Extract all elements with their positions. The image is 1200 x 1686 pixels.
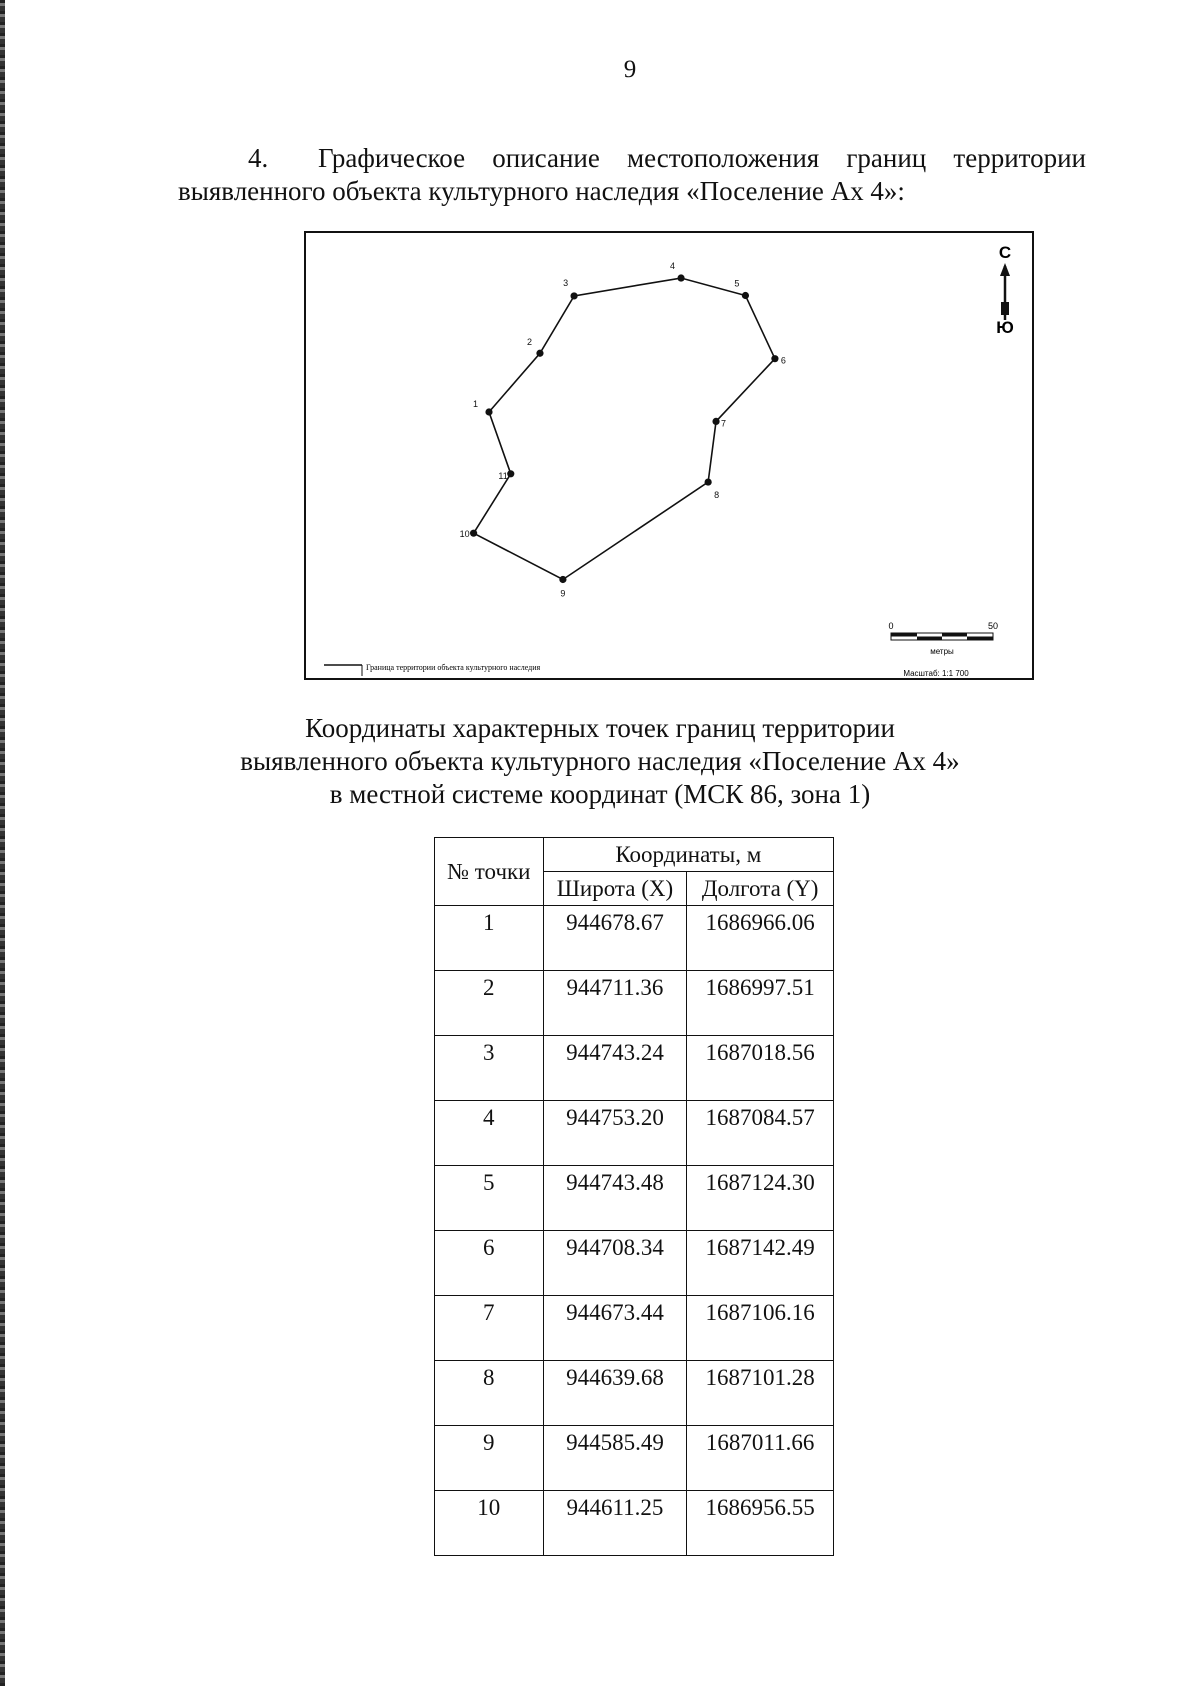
cell-x: 944711.36	[543, 971, 687, 1036]
boundary-point-marker	[507, 470, 514, 477]
cell-x: 944639.68	[543, 1361, 687, 1426]
boundary-point-label: 2	[526, 337, 532, 348]
north-label: С	[998, 243, 1012, 262]
boundary-point-label: 5	[734, 278, 740, 289]
cell-x: 944585.49	[543, 1426, 687, 1491]
scale-bar-segment	[942, 633, 967, 637]
cell-y: 1687106.16	[687, 1296, 834, 1361]
cell-x: 944611.25	[543, 1491, 687, 1556]
boundary-points-layer	[460, 261, 786, 598]
section-title: Графическое описание местоположения границ территории выявленного объекта культурного наследия «Поселение Ах 4»:	[178, 143, 1086, 206]
cell-x: 944708.34	[543, 1231, 687, 1296]
coordinates-table	[434, 837, 834, 1556]
north-arrow-tail	[1001, 302, 1009, 315]
cell-y: 1687018.56	[687, 1036, 834, 1101]
scale-ratio-label: Масштаб: 1:1 700	[903, 669, 969, 678]
table-caption	[0, 712, 1200, 811]
caption-line-1: Координаты характерных точек границ территории	[305, 713, 895, 743]
boundary-point-label: 7	[721, 418, 727, 429]
header-longitude-y: Долгота (Y)	[687, 872, 834, 906]
section-number: 4.	[248, 143, 269, 173]
scale-min-label: 0	[888, 621, 894, 631]
cell-y: 1686956.55	[687, 1491, 834, 1556]
cell-point: 2	[435, 971, 544, 1036]
boundary-point-marker	[470, 530, 477, 537]
cell-point: 7	[435, 1296, 544, 1361]
header-point-number: № точки	[435, 838, 544, 906]
cell-point: 1	[435, 906, 544, 971]
cell-y: 1687142.49	[687, 1231, 834, 1296]
cell-x: 944678.67	[543, 906, 687, 971]
boundary-point-marker	[559, 576, 566, 583]
boundary-line	[474, 278, 775, 579]
boundary-point-marker	[705, 478, 712, 485]
boundary-point-marker	[712, 418, 719, 425]
boundary-point-label: 9	[560, 588, 566, 599]
table-row	[435, 1361, 834, 1426]
scale-max-label: 50	[987, 621, 999, 631]
table-row	[435, 971, 834, 1036]
table-row	[435, 1491, 834, 1556]
boundary-point-marker	[677, 274, 684, 281]
boundary-point-marker	[570, 292, 577, 299]
table-row	[435, 1231, 834, 1296]
cell-point: 6	[435, 1231, 544, 1296]
section-heading	[178, 142, 1086, 208]
caption-line-2: выявленного объекта культурного наследия «Поселение Ах 4»	[240, 746, 960, 776]
boundary-point-label: 1	[472, 399, 478, 409]
scale-bar-segment	[967, 637, 993, 641]
boundary-point-label: 4	[670, 261, 676, 272]
cell-y: 1687084.57	[687, 1101, 834, 1166]
scan-edge	[0, 0, 5, 1686]
map-canvas	[306, 233, 1032, 678]
cell-y: 1687124.30	[687, 1166, 834, 1231]
cell-x: 944743.24	[543, 1036, 687, 1101]
north-arrow-head	[1000, 263, 1010, 276]
cell-x: 944743.48	[543, 1166, 687, 1231]
boundary-point-marker	[536, 350, 543, 357]
north-arrow	[996, 243, 1014, 337]
boundary-point-label: 8	[714, 490, 720, 501]
boundary-map	[304, 231, 1034, 680]
header-coordinates: Координаты, м	[543, 838, 833, 872]
cell-y: 1687011.66	[687, 1426, 834, 1491]
page-number: 9	[623, 56, 637, 83]
cell-point: 8	[435, 1361, 544, 1426]
scale-bar	[888, 621, 998, 678]
cell-point: 9	[435, 1426, 544, 1491]
boundary-point-marker	[771, 355, 778, 362]
cell-point: 10	[435, 1491, 544, 1556]
scale-unit-label: метры	[930, 647, 954, 656]
cell-point: 5	[435, 1166, 544, 1231]
legend-label: Граница территории объекта культурного наследия	[366, 663, 541, 672]
boundary-point-label: 10	[459, 529, 470, 540]
south-label: Ю	[996, 318, 1014, 337]
table-row	[435, 1101, 834, 1166]
boundary-point-marker	[742, 292, 749, 299]
table-row	[435, 1036, 834, 1101]
map-legend	[324, 663, 541, 676]
scale-bar-segment	[891, 633, 917, 637]
boundary-point-marker	[485, 408, 492, 415]
table-row	[435, 906, 834, 971]
header-latitude-x: Широта (X)	[543, 872, 687, 906]
table-row	[435, 1426, 834, 1491]
cell-point: 3	[435, 1036, 544, 1101]
scale-bar-segment	[917, 637, 942, 641]
boundary-polygon-layer	[474, 278, 775, 579]
boundary-point-label: 6	[780, 355, 786, 366]
cell-y: 1686966.06	[687, 906, 834, 971]
boundary-point-label: 3	[563, 277, 569, 288]
cell-x: 944673.44	[543, 1296, 687, 1361]
cell-x: 944753.20	[543, 1101, 687, 1166]
table-row	[435, 1166, 834, 1231]
cell-y: 1687101.28	[687, 1361, 834, 1426]
cell-y: 1686997.51	[687, 971, 834, 1036]
boundary-point-label: 11	[498, 470, 508, 481]
table-row	[435, 1296, 834, 1361]
cell-point: 4	[435, 1101, 544, 1166]
caption-line-3: в местной системе координат (МСК 86, зона 1)	[329, 779, 871, 809]
